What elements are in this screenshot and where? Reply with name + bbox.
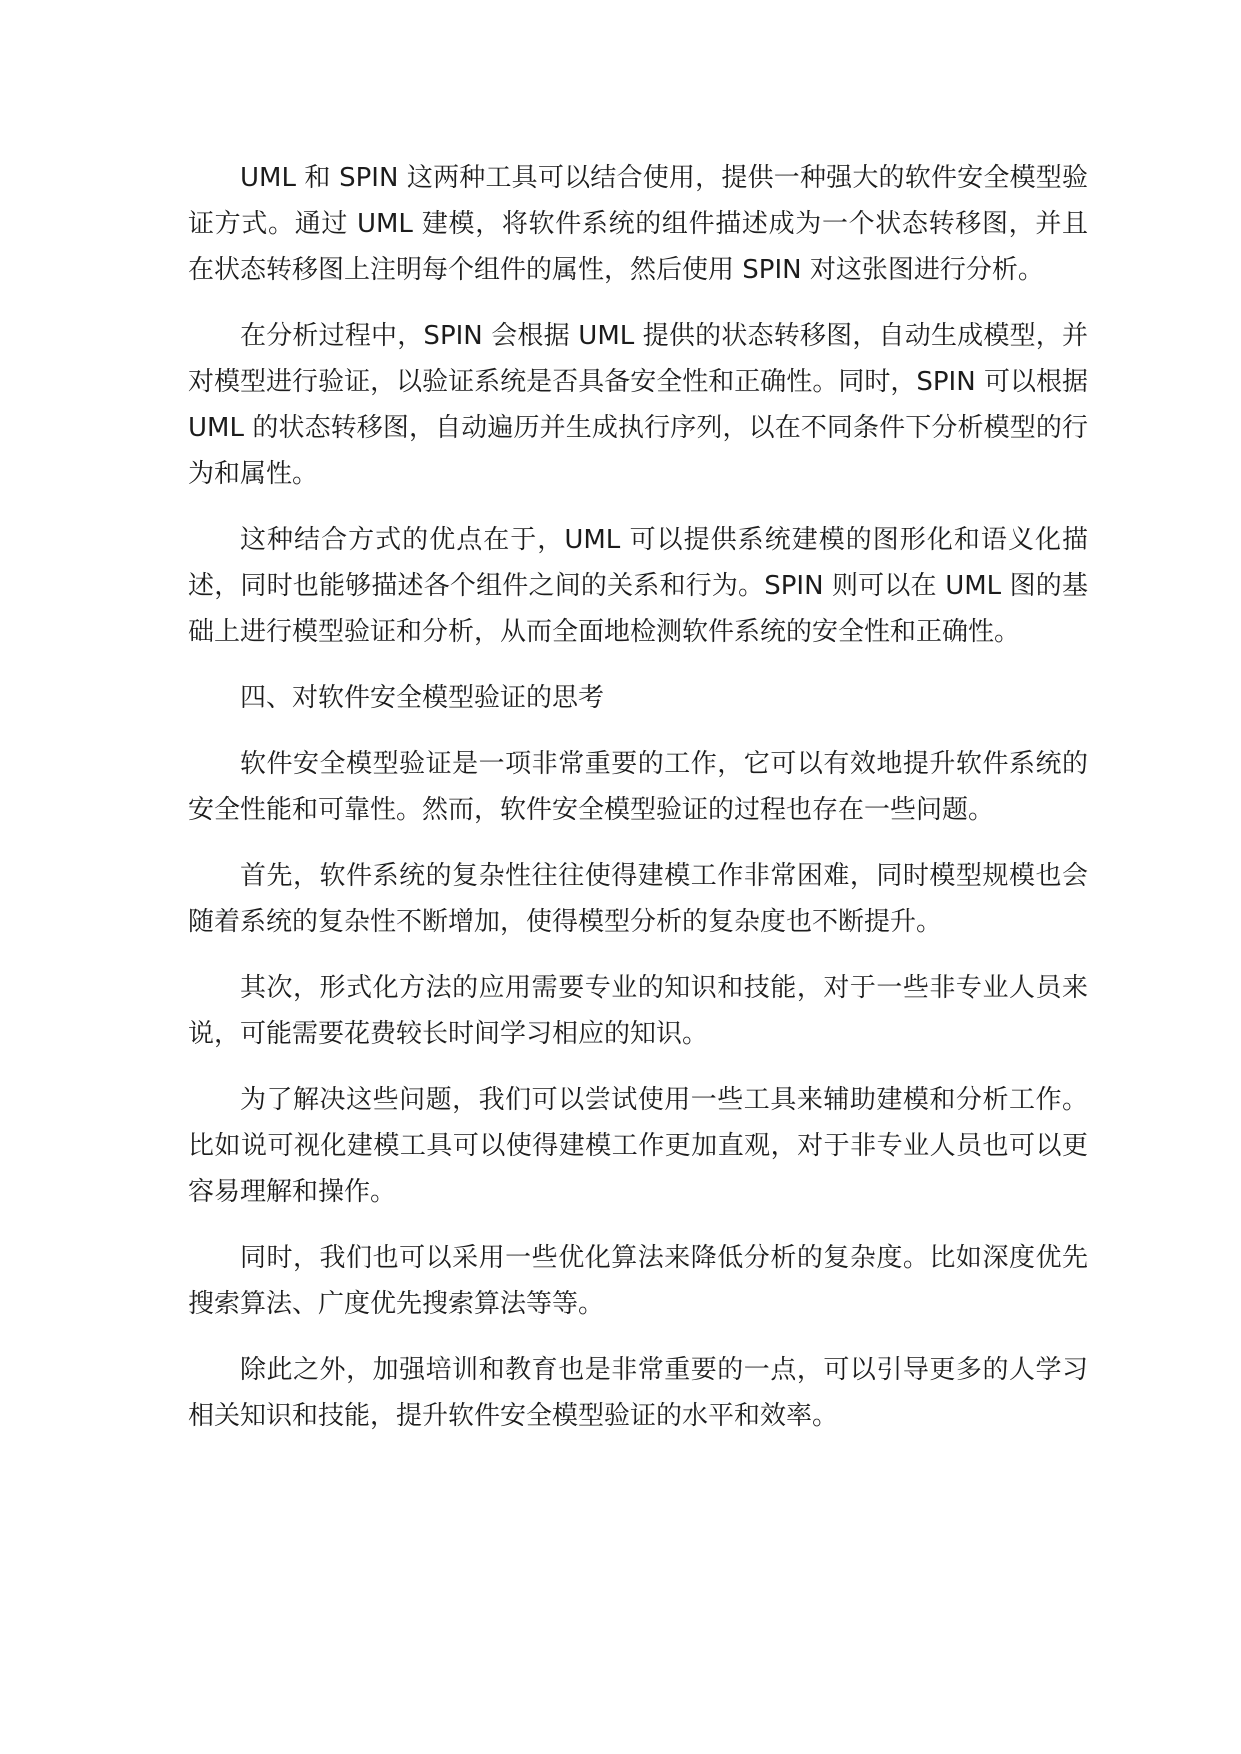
paragraph-advantages: 这种结合方式的优点在于，UML 可以提供系统建模的图形化和语义化描述，同时也能够描述各个组件之间的关系和行为。SPIN 则可以在 UML 图的基础上进行模型验证和分析，从而全面地检测软件系统的安全性和正确性。 [188,525,1088,647]
paragraph-algorithms: 同时，我们也可以采用一些优化算法来降低分析的复杂度。比如深度优先搜索算法、广度优先搜索算法等等。 [188,1243,1088,1319]
paragraph-tools-solution: 为了解决这些问题，我们可以尝试使用一些工具来辅助建模和分析工作。比如说可视化建模工具可以使得建模工作更加直观，对于非专业人员也可以更容易理解和操作。 [188,1085,1088,1207]
document-body [188,155,1088,1459]
paragraph-second-issue: 其次，形式化方法的应用需要专业的知识和技能，对于一些非专业人员来说，可能需要花费较长时间学习相应的知识。 [188,973,1088,1049]
paragraph-uml-spin-combination: UML 和 SPIN 这两种工具可以结合使用，提供一种强大的软件安全模型验证方式。通过 UML 建模，将软件系统的组件描述成为一个状态转移图，并且在状态转移图上注明每个组件的属性，然后使用 SPIN 对这张图进行分析。 [188,163,1088,285]
paragraph-training: 除此之外，加强培训和教育也是非常重要的一点，可以引导更多的人学习相关知识和技能，提升软件安全模型验证的水平和效率。 [188,1355,1088,1431]
paragraph-importance: 软件安全模型验证是一项非常重要的工作，它可以有效地提升软件系统的安全性能和可靠性。然而，软件安全模型验证的过程也存在一些问题。 [188,749,1088,825]
paragraph-analysis-process: 在分析过程中，SPIN 会根据 UML 提供的状态转移图，自动生成模型，并对模型进行验证，以验证系统是否具备安全性和正确性。同时，SPIN 可以根据 UML 的状态转移图，自动遍历并生成执行序列，以在不同条件下分析模型的行为和属性。 [188,321,1088,489]
paragraph-first-issue: 首先，软件系统的复杂性往往使得建模工作非常困难，同时模型规模也会随着系统的复杂性不断增加，使得模型分析的复杂度也不断提升。 [188,861,1088,937]
section-heading: 四、对软件安全模型验证的思考 [240,683,605,713]
